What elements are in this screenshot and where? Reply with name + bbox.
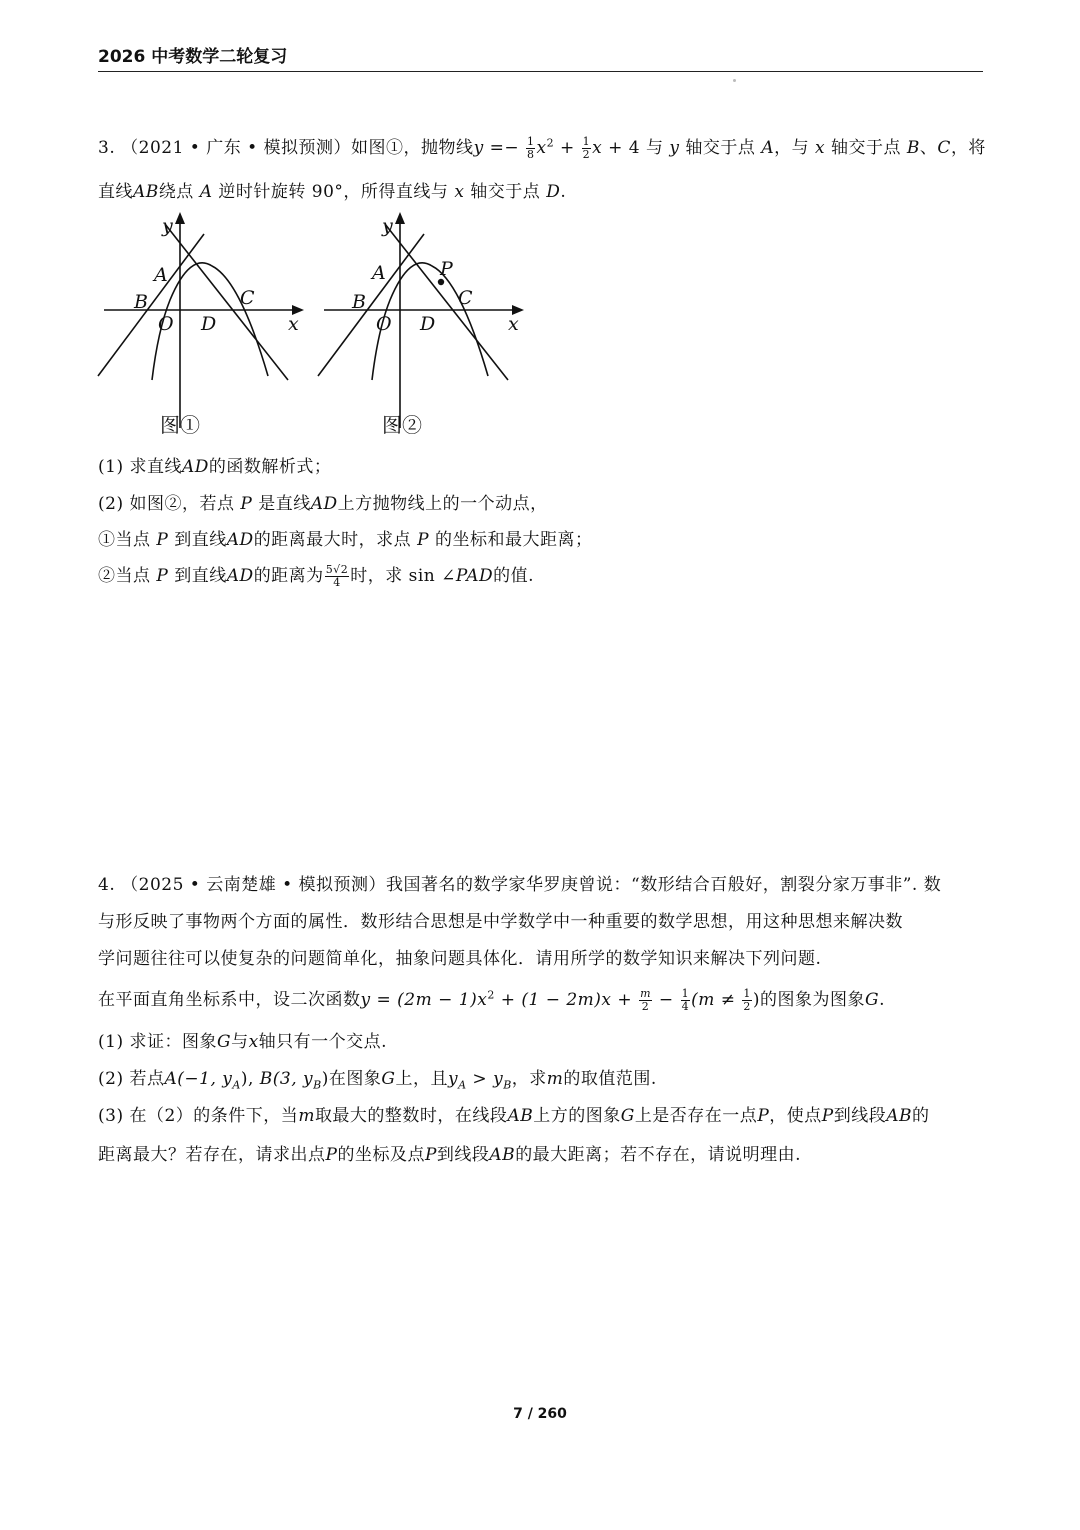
math-var: C — [937, 138, 951, 158]
frac-numerator: 1 — [526, 135, 535, 148]
math-op: − — [653, 990, 680, 1010]
line-ab — [98, 234, 204, 376]
scan-speck — [733, 79, 736, 82]
math-expr: y = (2m − 1)x — [360, 990, 488, 1010]
y-axis-arrow — [395, 212, 405, 224]
q3-text: 直线 — [98, 182, 133, 202]
q3-text: ①当点 — [98, 530, 157, 550]
math-op: =− — [483, 138, 525, 158]
math-var: AB — [489, 1145, 516, 1165]
figure-caption: 图② — [382, 413, 422, 437]
math-var: x — [248, 1032, 259, 1052]
label-x: x — [508, 313, 519, 335]
label-y: y — [162, 215, 173, 237]
math-op: ), — [240, 1069, 260, 1089]
frac-denominator: 8 — [526, 148, 535, 161]
fraction — [681, 988, 691, 1013]
q4-text: 轴只有一个交点. — [258, 1032, 388, 1052]
page-number: 7 / 260 — [513, 1406, 567, 1422]
math-expr: + (1 − 2m)x + — [494, 990, 639, 1010]
frac-numerator: 5√2 — [325, 563, 349, 576]
figure-2 — [310, 210, 535, 445]
q4-text: (1) 求证：图象 — [98, 1032, 217, 1052]
q4-line-1: 4. （2025 • 云南楚雄 • 模拟预测）我国著名的数学家华罗庚曾说：“数形结合百般好，割裂分家万事非”. 数 — [98, 875, 942, 895]
q4-text: . — [879, 990, 886, 1010]
q4-sub-3 — [98, 1101, 930, 1126]
math-op: > — [466, 1069, 494, 1089]
q4-text: 上方的图象 — [533, 1106, 621, 1126]
q4-text: 在平面直角坐标系中，设二次函数 — [98, 990, 361, 1010]
math-var: G — [381, 1069, 396, 1089]
q3-text: 到直线 — [168, 530, 227, 550]
math-var: y — [473, 138, 484, 158]
q3-text: (1) 求直线 — [98, 457, 182, 477]
line-ad — [385, 224, 508, 380]
line-ab — [318, 234, 424, 376]
q3-text: ，将 — [950, 138, 986, 158]
label-y: y — [382, 215, 393, 237]
label-o: O — [376, 313, 392, 335]
math-var: x — [815, 138, 826, 158]
q4-sub-3-cont — [98, 1140, 801, 1165]
math-op: ) — [321, 1069, 329, 1089]
math-var: P — [156, 530, 169, 550]
math-var: G — [865, 990, 880, 1010]
subscript: B — [503, 1078, 512, 1092]
frac-denominator: 2 — [641, 1000, 650, 1013]
q3-text: 轴交于点 — [464, 182, 547, 202]
q3-line-2 — [98, 177, 566, 202]
q3-text: . — [560, 182, 567, 202]
label-a: A — [154, 264, 168, 286]
q3-sub-2-ii — [98, 561, 534, 589]
q4-text: 到线段 — [436, 1145, 490, 1165]
math-var: AB — [133, 182, 159, 202]
math-var: AD — [310, 494, 338, 514]
q4-sub-2 — [98, 1064, 657, 1091]
label-o: O — [158, 313, 174, 335]
figure-caption: 图① — [160, 413, 200, 437]
q4-text: ，使点 — [769, 1106, 822, 1126]
fraction — [325, 564, 350, 589]
q4-text: 的图象为图象 — [760, 990, 866, 1010]
math-var: P — [417, 530, 430, 550]
q4-line-4 — [98, 985, 885, 1013]
fraction — [742, 988, 752, 1013]
page-header: 2026 中考数学二轮复习 — [98, 42, 983, 72]
label-c: C — [458, 287, 473, 309]
subscript: B — [313, 1078, 322, 1092]
label-p: P — [440, 258, 453, 280]
exponent: 2 — [487, 988, 495, 1002]
math-var: B — [906, 138, 920, 158]
math-var: y — [669, 138, 680, 158]
q4-line-2: 与形反映了事物两个方面的属性．数形结合思想是中学数学中一种重要的数学思想，用这种思想来解决数 — [98, 912, 903, 932]
q4-text: 在图象 — [328, 1069, 382, 1089]
subscript: A — [458, 1078, 467, 1092]
math-var: AD — [226, 530, 254, 550]
q3-text: ，与 — [774, 138, 816, 158]
math-var: x — [592, 138, 603, 158]
q3-sub-2 — [98, 489, 548, 514]
q3-text: (2) 如图②，若点 — [98, 494, 241, 514]
q4-text: 的取值范围. — [563, 1069, 657, 1089]
frac-denominator: 4 — [681, 1000, 690, 1013]
math-expr: (m ≠ — [691, 990, 742, 1010]
math-expr: B(3, y — [259, 1069, 314, 1089]
math-var: y — [447, 1069, 459, 1089]
q3-text: 、 — [919, 138, 938, 158]
math-op: + — [554, 138, 581, 158]
q3-text: 时，求 sin ∠ — [350, 566, 456, 586]
q3-sub-2-i — [98, 525, 592, 550]
q4-text: 上，且 — [395, 1069, 448, 1089]
math-var: P — [757, 1106, 770, 1126]
math-var: x — [454, 182, 465, 202]
math-var: P — [821, 1106, 834, 1126]
q3-sub-1 — [98, 452, 331, 477]
q4-sub-1 — [98, 1027, 387, 1052]
math-expr: A(−1, y — [164, 1069, 233, 1089]
math-var: A — [761, 138, 775, 158]
math-var: AB — [507, 1106, 534, 1126]
exponent: 2 — [546, 136, 555, 150]
frac-denominator: 4 — [333, 576, 341, 589]
fraction — [639, 988, 652, 1013]
label-b: B — [352, 291, 366, 313]
q4-text: 距离最大？若存在，请求出点 — [98, 1145, 326, 1165]
label-d: D — [201, 313, 217, 335]
q3-text: 逆时针旋转 90°，所得直线与 — [212, 182, 455, 202]
math-var: A — [199, 182, 213, 202]
label-d: D — [420, 313, 436, 335]
math-var: AB — [886, 1106, 912, 1126]
label-a: A — [372, 262, 386, 284]
q4-text: ，求 — [511, 1069, 547, 1089]
q3-text: 的坐标和最大距离； — [429, 530, 593, 550]
math-var: P — [240, 494, 253, 514]
q3-text: 的距离为 — [253, 566, 324, 586]
q3-text: 轴交于点 — [825, 138, 907, 158]
math-var: P — [325, 1145, 338, 1165]
math-var: P — [424, 1145, 437, 1165]
q3-text: 的函数解析式； — [208, 457, 332, 477]
frac-numerator: 1 — [743, 987, 751, 1000]
q3-text: 是直线 — [252, 494, 311, 514]
math-var: m — [546, 1069, 564, 1089]
math-var: PAD — [455, 566, 494, 586]
q4-text: 的最大距离；若不存在，请说明理由. — [515, 1145, 802, 1165]
frac-numerator: m — [640, 987, 652, 1000]
math-var: AD — [181, 457, 209, 477]
q4-text: 上是否存在一点 — [634, 1106, 758, 1126]
label-x: x — [288, 313, 299, 335]
frac-denominator: 2 — [582, 148, 591, 161]
q3-text: 绕点 — [158, 182, 200, 202]
line-ad — [165, 224, 288, 380]
q3-text: 上方抛物线上的一个动点， — [337, 494, 548, 514]
q4-text: (2) 若点 — [98, 1069, 165, 1089]
math-var: m — [298, 1106, 315, 1126]
math-var: x — [536, 138, 547, 158]
q4-text: 的坐标及点 — [337, 1145, 425, 1165]
q3-text: 的值. — [493, 566, 535, 586]
q4-text: 到线段 — [833, 1106, 887, 1126]
math-var: y — [493, 1069, 504, 1089]
label-c: C — [240, 287, 255, 309]
math-var: P — [156, 566, 169, 586]
math-var: G — [620, 1106, 635, 1126]
math-var: AD — [226, 566, 254, 586]
q3-text: 到直线 — [168, 566, 227, 586]
frac-numerator: 1 — [582, 135, 591, 148]
fraction — [582, 136, 592, 161]
q3-text: + 4 与 — [602, 138, 670, 158]
fraction — [526, 136, 536, 161]
q4-text: 取最大的整数时，在线段 — [314, 1106, 508, 1126]
subscript: A — [232, 1078, 241, 1092]
q3-text: ②当点 — [98, 566, 157, 586]
frac-denominator: 2 — [743, 1000, 751, 1013]
label-b: B — [134, 291, 148, 313]
q3-text: 3. （2021 • 广东 • 模拟预测）如图①，抛物线 — [98, 138, 474, 158]
q3-line-1 — [98, 133, 986, 161]
q4-line-3: 学问题往往可以使复杂的问题简单化，抽象问题具体化．请用所学的数学知识来解决下列问题. — [98, 949, 822, 969]
q3-text: 轴交于点 — [679, 138, 762, 158]
math-var: G — [216, 1032, 232, 1052]
frac-numerator: 1 — [681, 987, 690, 1000]
math-op: ) — [752, 990, 761, 1010]
figure-1 — [90, 210, 315, 445]
q4-text: 与 — [231, 1032, 249, 1052]
math-var: D — [546, 182, 561, 202]
q4-text: (3) 在（2）的条件下，当 — [98, 1106, 299, 1126]
y-axis-arrow — [175, 212, 185, 224]
q3-text: 的距离最大时，求点 — [253, 530, 418, 550]
q4-text: 的 — [912, 1106, 930, 1126]
